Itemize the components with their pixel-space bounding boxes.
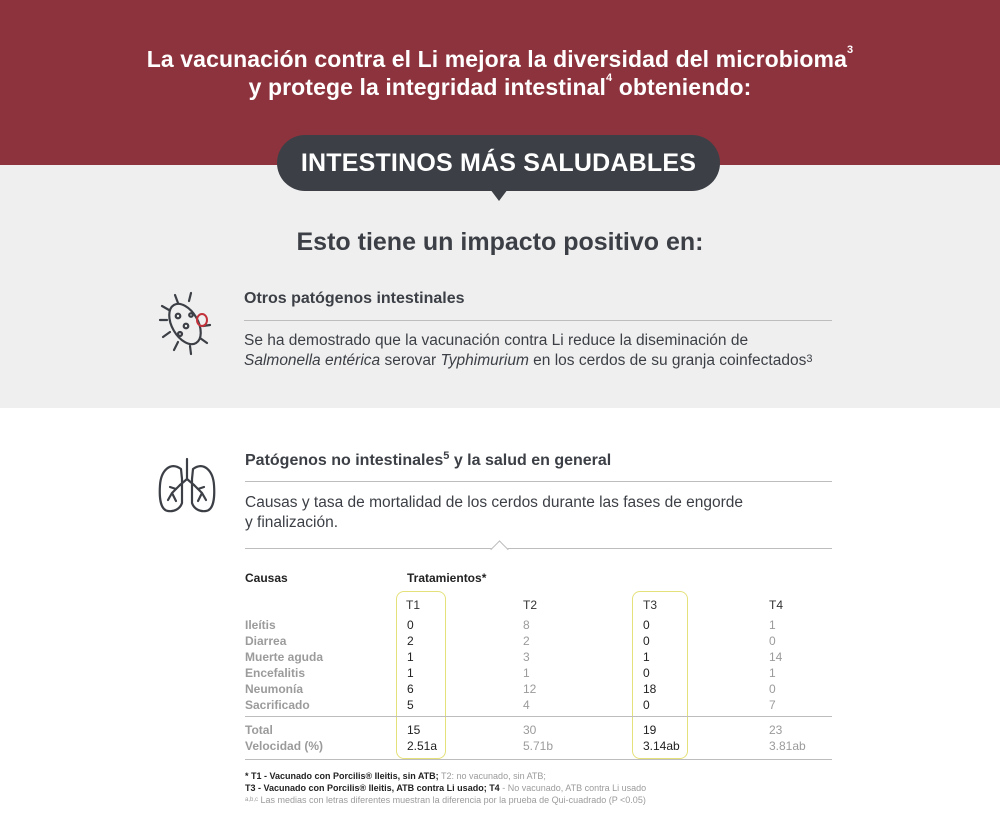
causes-header: Causas	[245, 571, 288, 585]
table-cell: 2.51a	[407, 739, 438, 753]
healthier-intestines-badge: INTESTINOS MÁS SALUDABLES	[277, 135, 720, 191]
row-label: Diarrea	[245, 634, 287, 648]
table-cell: 23	[769, 723, 783, 737]
table-cell: 1	[407, 650, 414, 664]
table-cell: 7	[769, 698, 776, 712]
table-cell: 0	[643, 698, 650, 712]
impact-title: Esto tiene un impacto positivo en:	[296, 228, 704, 256]
table-cell: 12	[523, 682, 537, 696]
table-cell: 6	[407, 682, 414, 696]
table-cell: 2	[523, 634, 530, 648]
table-cell: 1	[407, 666, 414, 680]
header-line-1: La vacunación contra el Li mejora la diversidad del microbioma$^3$	[146, 44, 854, 72]
section-title-other-pathogens: Otros patógenos intestinales	[244, 290, 465, 307]
table-cell: 3.81ab	[769, 739, 806, 753]
row-label: Muerte aguda	[245, 650, 324, 664]
table-cell: 19	[643, 723, 657, 737]
section1-text: Se ha demostrado que la vacunación contra Li reduce la diseminación de Salmonella entérica serovar Typhimurium en los cerdos de su granja coinfectados$^3$	[244, 332, 813, 369]
header-line-2: y protege la integridad intestinal$^4$ obteniendo:	[248, 72, 752, 100]
table-cell: 0	[643, 618, 650, 632]
table-cell: 1	[769, 618, 776, 632]
table-cell: 2	[407, 634, 414, 648]
section2-divider	[245, 481, 832, 482]
column-header-t1: T1	[406, 598, 421, 612]
footnote-2: T3 - Vacunado con Porcilis® Ileitis, ATB contra Li usado; T4 - No vacunado, ATB contra Li usado	[245, 783, 647, 793]
section1-divider	[244, 320, 832, 321]
table-cell: 18	[643, 682, 657, 696]
treatments-header: Tratamientos*	[407, 571, 487, 585]
table-cell: 5	[407, 698, 414, 712]
table-cell: 0	[769, 682, 776, 696]
table-cell: 4	[523, 698, 530, 712]
divider-notch	[490, 540, 508, 558]
table-cell: 8	[523, 618, 530, 632]
column-header-t2: T2	[523, 598, 538, 612]
impact-band	[0, 165, 1000, 408]
column-header-t4: T4	[769, 598, 784, 612]
row-label: Neumonía	[245, 682, 304, 696]
table-totals-divider	[245, 716, 832, 717]
footnote-1: * T1 - Vacunado con Porcilis® Ileitis, sin ATB; T2: no vacunado, sin ATB;	[245, 771, 546, 781]
badge-pointer	[490, 189, 508, 201]
table-top-divider	[245, 548, 832, 549]
table-cell: 0	[643, 634, 650, 648]
table-cell: 1	[643, 650, 650, 664]
row-label: Encefalitis	[245, 666, 306, 680]
table-cell: 30	[523, 723, 537, 737]
table-cell: 15	[407, 723, 421, 737]
column-header-t3: T3	[643, 598, 658, 612]
table-cell: 0	[643, 666, 650, 680]
t3-highlight	[632, 591, 688, 759]
lungs-icon	[156, 455, 218, 515]
bacteria-icon	[158, 290, 216, 358]
table-cell: 5.71b	[523, 739, 554, 753]
section-title-non-intestinal: Patógenos no intestinales$^5$ y la salud en general	[245, 450, 612, 469]
footnote-3: $^{a,b,c}$ Las medias con letras diferentes muestran la diferencia por la prueba de Qui-cuadrado (P <0.05)	[245, 795, 646, 805]
row-label: Total	[245, 723, 273, 737]
row-label: Velocidad (%)	[245, 739, 324, 753]
table-cell: 1	[769, 666, 776, 680]
table-cell: 0	[407, 618, 414, 632]
row-label: Sacrificado	[245, 698, 310, 712]
section2-text: Causas y tasa de mortalidad de los cerdos durante las fases de engorde y finalización.	[245, 494, 744, 531]
table-cell: 3.14ab	[643, 739, 680, 753]
t1-highlight	[396, 591, 446, 759]
table-cell: 1	[523, 666, 530, 680]
row-label: Ileítis	[245, 618, 276, 632]
table-cell: 14	[769, 650, 783, 664]
table-bottom-divider	[245, 759, 832, 760]
table-cell: 3	[523, 650, 530, 664]
table-cell: 0	[769, 634, 776, 648]
